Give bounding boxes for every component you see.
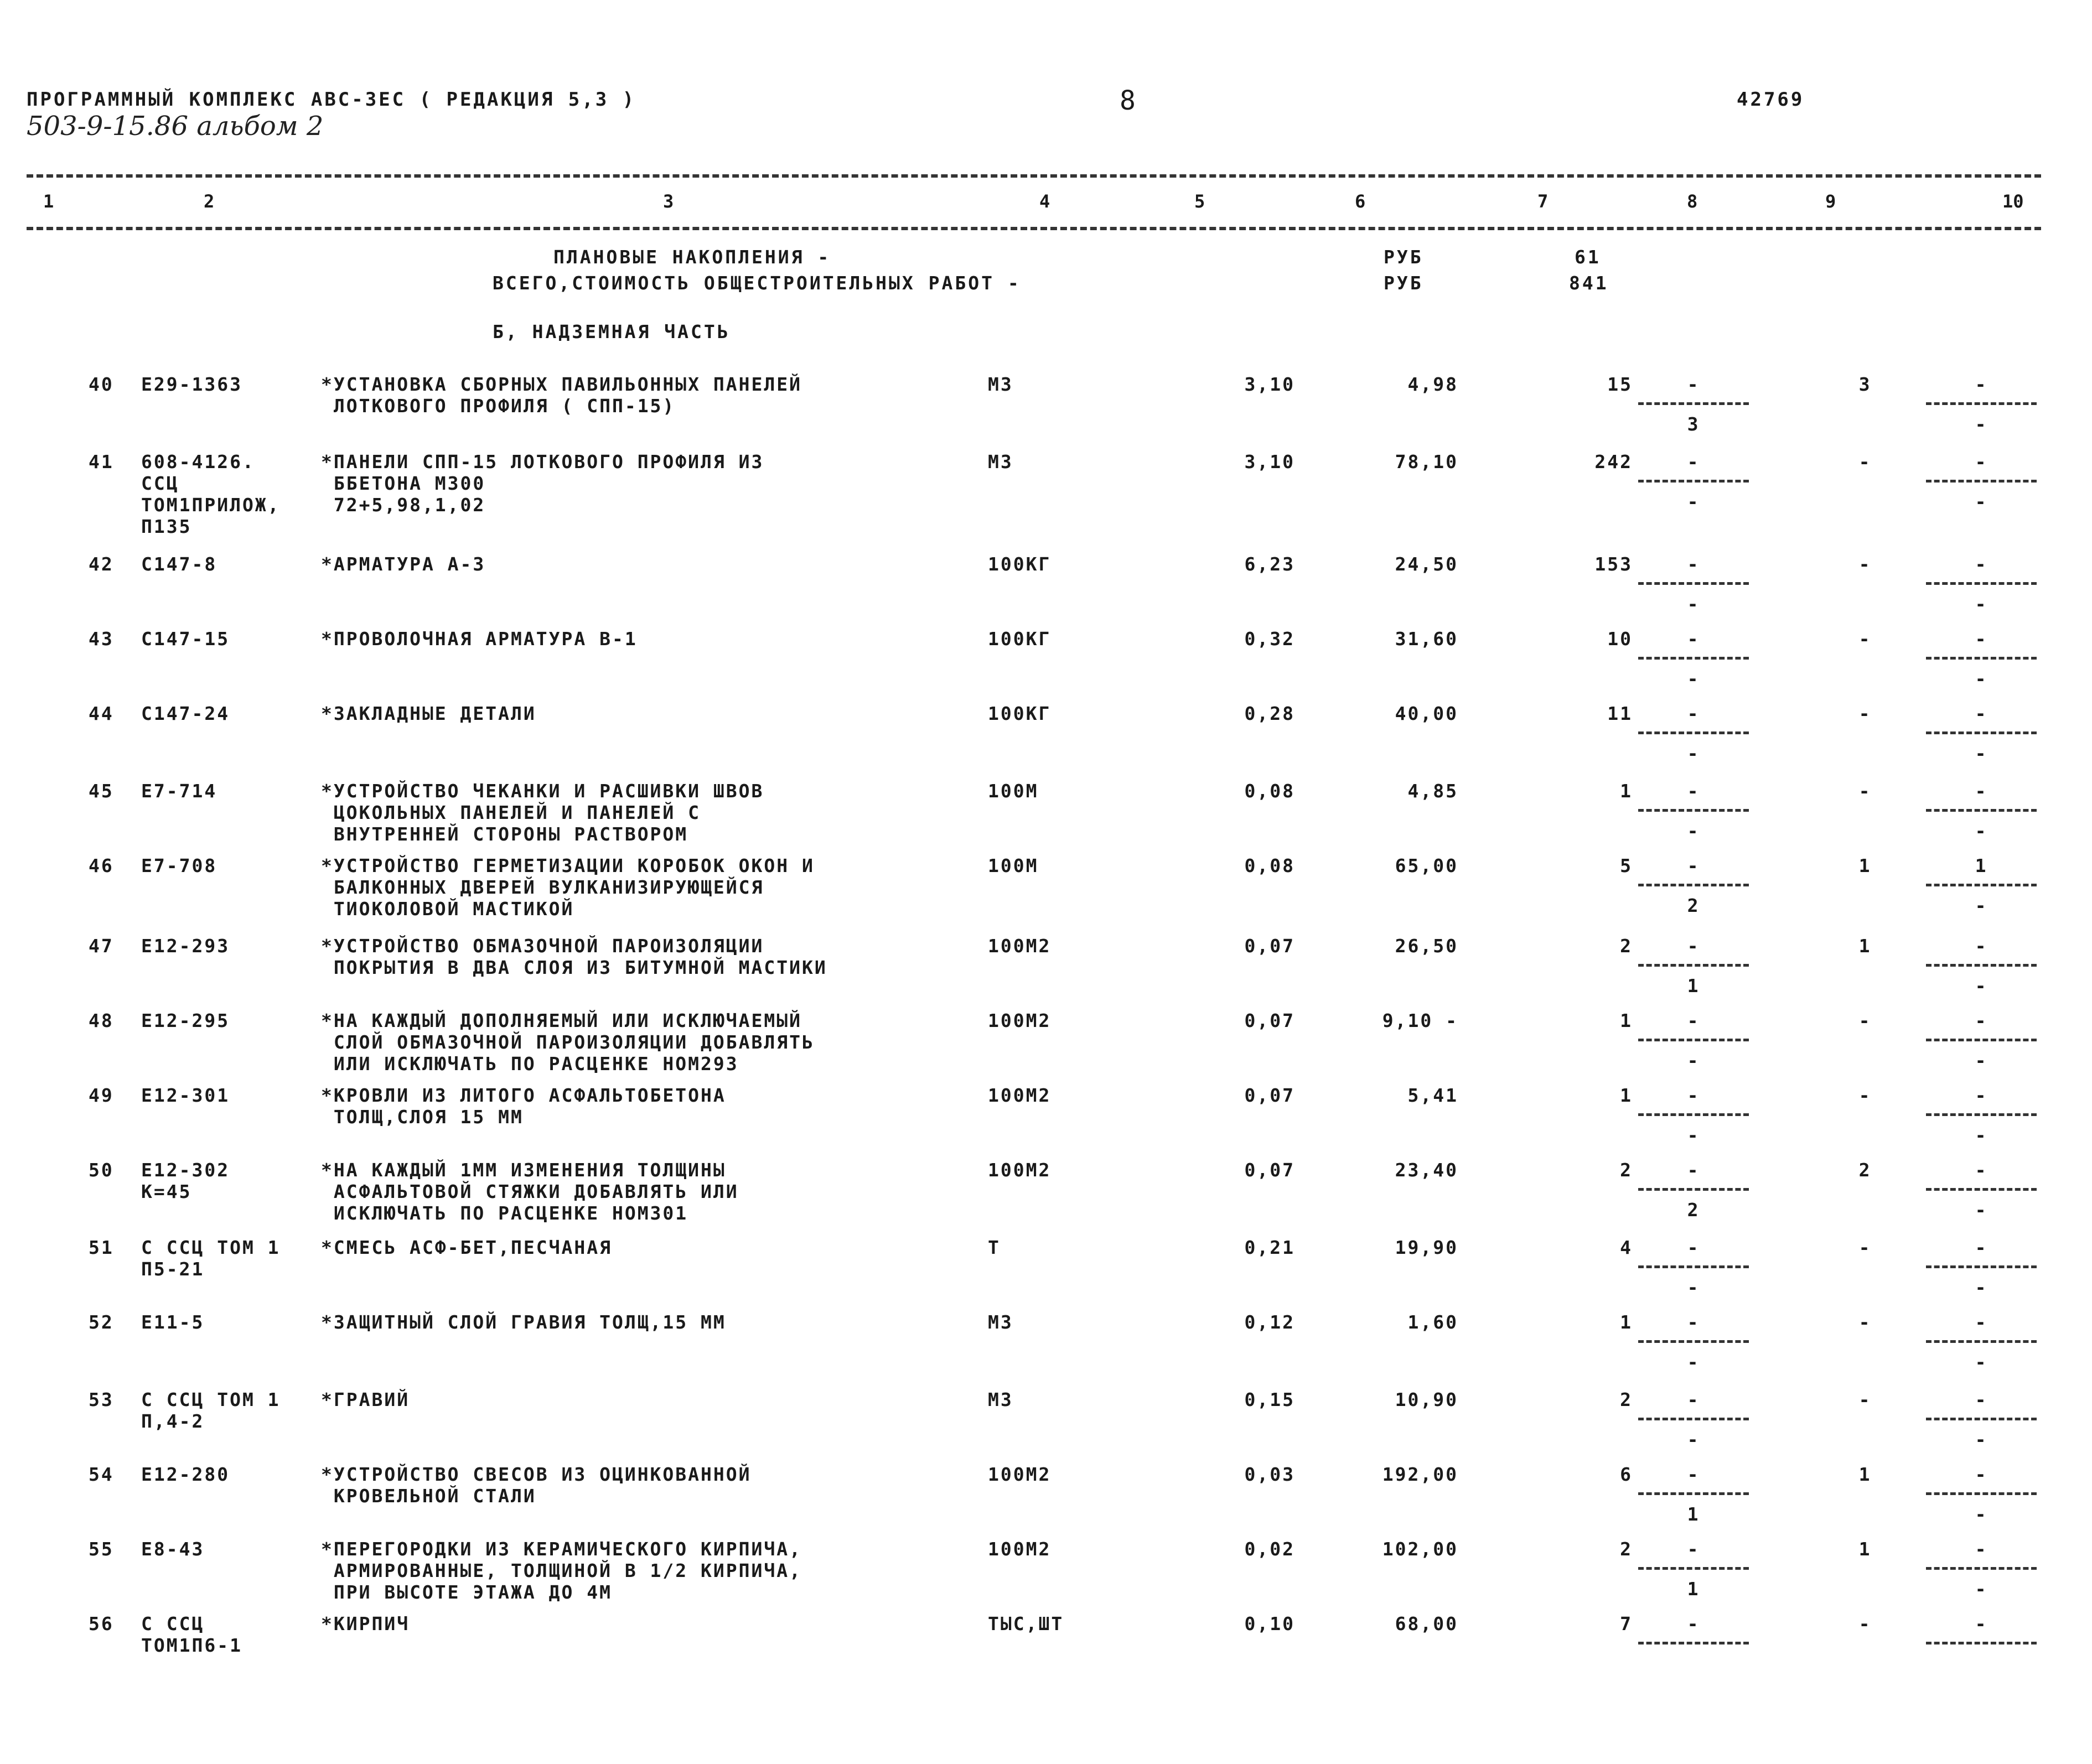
row-col10-denominator: - <box>1975 491 1988 512</box>
row-unit: 100М2 <box>988 1085 1052 1106</box>
row-col9: 1 <box>1858 855 1872 876</box>
fraction-bar <box>1926 809 2037 812</box>
row-col8-numerator: - <box>1687 855 1700 876</box>
row-col8-fraction <box>1638 553 1749 614</box>
row-col9: - <box>1858 1311 1872 1333</box>
row-col10-numerator: - <box>1975 1159 1988 1181</box>
row-col10-fraction <box>1926 1613 2037 1674</box>
row-number: 51 <box>89 1237 114 1258</box>
row-code: Е12-295 <box>141 1010 230 1031</box>
row-description: *УСТРОЙСТВО ГЕРМЕТИЗАЦИИ КОРОБОК ОКОН И БАЛКОННЫХ ДВЕРЕЙ ВУЛКАНИЗИРУЮЩЕЙСЯ ТИОКОЛОВОЙ МАСТИКОЙ <box>321 855 815 920</box>
row-col9: 1 <box>1858 1538 1872 1560</box>
row-quantity: 0,21 <box>1244 1237 1295 1258</box>
row-description: *ПЕРЕГОРОДКИ ИЗ КЕРАМИЧЕСКОГО КИРПИЧА, АРМИРОВАННЫЕ, ТОЛЩИНОЙ В 1/2 КИРПИЧА, ПРИ ВЫСОТЕ ЭТАЖА ДО 4М <box>321 1538 802 1603</box>
row-quantity: 0,12 <box>1244 1311 1295 1333</box>
row-unit-price: 31,60 <box>1395 628 1458 650</box>
document-number: 42769 <box>1737 89 1805 111</box>
row-unit: 100М <box>988 855 1039 876</box>
fraction-bar <box>1926 1492 2037 1495</box>
row-cost: 6 <box>1620 1464 1633 1485</box>
row-col8-numerator: - <box>1687 780 1700 802</box>
row-cost: 4 <box>1620 1237 1633 1258</box>
col-5: 5 <box>1194 191 1205 212</box>
row-col8-denominator: - <box>1687 1124 1700 1146</box>
row-col8-fraction <box>1638 1538 1749 1599</box>
row-col10-numerator: - <box>1975 1085 1988 1106</box>
fraction-bar <box>1926 1188 2037 1191</box>
row-col10-numerator: - <box>1975 451 1988 473</box>
row-number: 55 <box>89 1538 114 1560</box>
row-col10-numerator: - <box>1975 1613 1988 1635</box>
fraction-bar <box>1926 402 2037 405</box>
row-col10-numerator: - <box>1975 1538 1988 1560</box>
row-code: Е29-1363 <box>141 373 242 395</box>
col-3: 3 <box>663 191 674 212</box>
row-quantity: 0,02 <box>1244 1538 1295 1560</box>
row-col8-fraction <box>1638 1613 1749 1674</box>
row-col9: - <box>1858 451 1872 473</box>
row-col9: - <box>1858 703 1872 724</box>
row-cost: 2 <box>1620 1159 1633 1181</box>
row-col10-fraction <box>1926 1464 2037 1524</box>
fraction-bar <box>1638 657 1749 660</box>
row-unit: 100М2 <box>988 1464 1052 1485</box>
fraction-bar <box>1926 884 2037 886</box>
row-cost: 153 <box>1594 553 1633 575</box>
row-unit: 100М <box>988 780 1039 802</box>
row-code: С ССЦ ТОМ 1 П,4-2 <box>141 1389 281 1432</box>
row-col10-denominator: - <box>1975 668 1988 689</box>
fraction-bar <box>1926 964 2037 967</box>
row-quantity: 0,08 <box>1244 855 1295 876</box>
row-description: *АРМАТУРА А-3 <box>321 553 486 575</box>
row-code: 608-4126. ССЦ ТОМ1ПРИЛОЖ, П135 <box>141 451 281 537</box>
row-col10-numerator: - <box>1975 1237 1988 1258</box>
row-quantity: 3,10 <box>1244 373 1295 395</box>
col-7: 7 <box>1537 191 1549 212</box>
col-8: 8 <box>1687 191 1698 212</box>
row-col8-fraction <box>1638 1464 1749 1524</box>
row-col10-fraction <box>1926 553 2037 614</box>
row-col10-denominator: - <box>1975 1277 1988 1298</box>
row-description: *ПРОВОЛОЧНАЯ АРМАТУРА В-1 <box>321 628 638 650</box>
row-col9: - <box>1858 553 1872 575</box>
row-cost: 5 <box>1620 855 1633 876</box>
row-code: Е7-708 <box>141 855 218 876</box>
row-description: *НА КАЖДЫЙ 1ММ ИЗМЕНЕНИЯ ТОЛЩИНЫ АСФАЛЬТОВОЙ СТЯЖКИ ДОБАВЛЯТЬ ИЛИ ИСКЛЮЧАТЬ ПО РАСЦЕНКЕ НОМ301 <box>321 1159 739 1224</box>
row-unit-price: 23,40 <box>1395 1159 1458 1181</box>
row-col10-fraction <box>1926 1311 2037 1372</box>
row-code: Е12-293 <box>141 935 230 957</box>
row-col10-fraction <box>1926 935 2037 996</box>
row-col8-numerator: - <box>1687 451 1700 473</box>
row-col10-denominator: - <box>1975 1503 1988 1525</box>
row-quantity: 3,10 <box>1244 451 1295 473</box>
row-col8-numerator: - <box>1687 1010 1700 1031</box>
row-col10-denominator: - <box>1975 1199 1988 1221</box>
row-unit: 100М2 <box>988 1538 1052 1560</box>
program-title: ПРОГРАММНЫЙ КОМПЛЕКС АВС-3ЕС ( РЕДАКЦИЯ 5,3 ) <box>27 89 636 111</box>
row-col8-numerator: - <box>1687 1389 1700 1410</box>
row-col8-fraction <box>1638 1389 1749 1450</box>
row-col8-numerator: - <box>1687 373 1700 395</box>
fraction-bar <box>1638 731 1749 734</box>
row-col9: - <box>1858 780 1872 802</box>
row-code: С ССЦ ТОМ1П6-1 <box>141 1613 242 1656</box>
row-col8-numerator: - <box>1687 1464 1700 1485</box>
row-description: *НА КАЖДЫЙ ДОПОЛНЯЕМЫЙ ИЛИ ИСКЛЮЧАЕМЫЙ СЛОЙ ОБМАЗОЧНОЙ ПАРОИЗОЛЯЦИИ ДОБАВЛЯТЬ ИЛИ ИСКЛЮЧАТЬ ПО РАСЦЕНКЕ НОМ293 <box>321 1010 815 1075</box>
row-col10-numerator: - <box>1975 628 1988 650</box>
row-col10-denominator: - <box>1975 1429 1988 1450</box>
fraction-bar <box>1638 582 1749 585</box>
fraction-bar <box>1638 1265 1749 1268</box>
row-col10-fraction <box>1926 855 2037 916</box>
row-col8-denominator: - <box>1687 668 1700 689</box>
row-col10-numerator: - <box>1975 1389 1988 1410</box>
row-number: 46 <box>89 855 114 876</box>
fraction-bar <box>1926 480 2037 482</box>
row-unit: 100М2 <box>988 935 1052 957</box>
row-description: *УСТАНОВКА СБОРНЫХ ПАВИЛЬОННЫХ ПАНЕЛЕЙ ЛОТКОВОГО ПРОФИЛЯ ( СПП-15) <box>321 373 802 417</box>
row-description: *ГРАВИЙ <box>321 1389 410 1410</box>
row-unit: М3 <box>988 451 1013 473</box>
row-col10-numerator: - <box>1975 780 1988 802</box>
row-unit-price: 40,00 <box>1395 703 1458 724</box>
row-unit: ТЫС,ШТ <box>988 1613 1064 1635</box>
row-col8-numerator: - <box>1687 1613 1700 1635</box>
row-quantity: 0,10 <box>1244 1613 1295 1635</box>
row-description: *КИРПИЧ <box>321 1613 410 1635</box>
row-code: С147-24 <box>141 703 230 724</box>
row-col8-denominator: - <box>1687 820 1700 842</box>
row-code: Е11-5 <box>141 1311 205 1333</box>
row-col8-denominator: 1 <box>1687 1578 1700 1600</box>
column-numbers <box>27 191 2041 219</box>
row-col10-numerator: - <box>1975 1464 1988 1485</box>
row-unit-price: 19,90 <box>1395 1237 1458 1258</box>
row-number: 54 <box>89 1464 114 1485</box>
row-number: 42 <box>89 553 114 575</box>
row-col8-denominator: - <box>1687 491 1700 512</box>
row-cost: 11 <box>1607 703 1633 724</box>
row-col8-numerator: - <box>1687 1538 1700 1560</box>
row-unit: 100КГ <box>988 703 1052 724</box>
row-col10-fraction <box>1926 703 2037 764</box>
row-col10-fraction <box>1926 780 2037 841</box>
row-col9: - <box>1858 1085 1872 1106</box>
row-col10-denominator: - <box>1975 820 1988 842</box>
fraction-bar <box>1926 1113 2037 1116</box>
row-unit-price: 5,41 <box>1407 1085 1458 1106</box>
row-col10-fraction <box>1926 1010 2037 1071</box>
row-number: 50 <box>89 1159 114 1181</box>
row-col10-fraction <box>1926 1159 2037 1220</box>
row-unit-price: 65,00 <box>1395 855 1458 876</box>
summary-value-2: 841 <box>1569 272 1609 294</box>
row-quantity: 0,07 <box>1244 1159 1295 1181</box>
col-6: 6 <box>1355 191 1366 212</box>
row-col9: 2 <box>1858 1159 1872 1181</box>
row-description: *ЗАЩИТНЫЙ СЛОЙ ГРАВИЯ ТОЛЩ,15 ММ <box>321 1311 726 1333</box>
section-title: Б, НАДЗЕМНАЯ ЧАСТЬ <box>493 321 731 343</box>
row-col8-numerator: - <box>1687 935 1700 957</box>
fraction-bar <box>1926 1418 2037 1420</box>
row-cost: 7 <box>1620 1613 1633 1635</box>
row-number: 41 <box>89 451 114 473</box>
row-unit-price: 4,85 <box>1407 780 1458 802</box>
report-header <box>27 85 1805 116</box>
summary-value-1: 61 <box>1575 246 1601 268</box>
row-code: Е12-302 К=45 <box>141 1159 230 1202</box>
row-col10-numerator: - <box>1975 935 1988 957</box>
row-col8-fraction <box>1638 780 1749 841</box>
row-unit: М3 <box>988 1311 1013 1333</box>
row-col9: 1 <box>1858 935 1872 957</box>
fraction-bar <box>1926 582 2037 585</box>
row-col10-denominator: - <box>1975 1351 1988 1373</box>
row-unit-price: 24,50 <box>1395 553 1458 575</box>
row-description: *УСТРОЙСТВО ЧЕКАНКИ И РАСШИВКИ ШВОВ ЦОКОЛЬНЫХ ПАНЕЛЕЙ И ПАНЕЛЕЙ С ВНУТРЕННЕЙ СТОРОНЫ РАСТВОРОМ <box>321 780 764 845</box>
row-col8-numerator: - <box>1687 1237 1700 1258</box>
row-quantity: 0,07 <box>1244 935 1295 957</box>
row-col8-fraction <box>1638 1311 1749 1372</box>
row-col8-fraction <box>1638 373 1749 434</box>
row-col8-fraction <box>1638 935 1749 996</box>
row-col8-fraction <box>1638 628 1749 689</box>
row-number: 47 <box>89 935 114 957</box>
row-cost: 1 <box>1620 1085 1633 1106</box>
row-col10-fraction <box>1926 1389 2037 1450</box>
col-4: 4 <box>1039 191 1050 212</box>
row-col10-numerator: - <box>1975 373 1988 395</box>
summary-label-2: ВСЕГО,СТОИМОСТЬ ОБЩЕСТРОИТЕЛЬНЫХ РАБОТ - <box>493 272 1021 294</box>
row-col8-denominator: - <box>1687 743 1700 764</box>
row-unit: М3 <box>988 1389 1013 1410</box>
row-col8-numerator: - <box>1687 1159 1700 1181</box>
row-col8-denominator: - <box>1687 593 1700 615</box>
row-col8-fraction <box>1638 1010 1749 1071</box>
row-unit: 100КГ <box>988 628 1052 650</box>
fraction-bar <box>1638 1567 1749 1570</box>
row-number: 56 <box>89 1613 114 1635</box>
row-number: 44 <box>89 703 114 724</box>
row-cost: 1 <box>1620 1311 1633 1333</box>
row-col10-denominator: - <box>1975 743 1988 764</box>
row-description: *СМЕСЬ АСФ-БЕТ,ПЕСЧАНАЯ <box>321 1237 612 1258</box>
row-col8-fraction <box>1638 1237 1749 1298</box>
row-col9: - <box>1858 1010 1872 1031</box>
row-description: *УСТРОЙСТВО СВЕСОВ ИЗ ОЦИНКОВАННОЙ КРОВЕЛЬНОЙ СТАЛИ <box>321 1464 752 1507</box>
fraction-bar <box>1638 1492 1749 1495</box>
row-quantity: 6,23 <box>1244 553 1295 575</box>
row-col10-denominator: - <box>1975 593 1988 615</box>
row-col8-numerator: - <box>1687 703 1700 724</box>
fraction-bar <box>1926 657 2037 660</box>
row-col8-denominator: 2 <box>1687 1199 1700 1221</box>
row-col10-fraction <box>1926 628 2037 689</box>
summary-label-1: ПЛАНОВЫЕ НАКОПЛЕНИЯ - <box>553 246 831 268</box>
row-cost: 10 <box>1607 628 1633 650</box>
fraction-bar <box>1638 480 1749 482</box>
row-code: Е12-280 <box>141 1464 230 1485</box>
row-number: 48 <box>89 1010 114 1031</box>
fraction-bar <box>1638 1188 1749 1191</box>
row-number: 40 <box>89 373 114 395</box>
row-code: С147-15 <box>141 628 230 650</box>
summary-unit-1: РУБ <box>1384 246 1423 268</box>
row-col9: 3 <box>1858 373 1872 395</box>
row-number: 43 <box>89 628 114 650</box>
row-col10-numerator: - <box>1975 553 1988 575</box>
row-col8-fraction <box>1638 855 1749 916</box>
row-code: Е7-714 <box>141 780 218 802</box>
row-cost: 1 <box>1620 1010 1633 1031</box>
fraction-bar <box>1638 402 1749 405</box>
fraction-bar <box>1638 1039 1749 1041</box>
row-col8-denominator: 2 <box>1687 895 1700 916</box>
row-col10-denominator: - <box>1975 413 1988 435</box>
row-col8-fraction <box>1638 703 1749 764</box>
fraction-bar <box>1638 884 1749 886</box>
fraction-bar <box>1926 731 2037 734</box>
handwritten-note: 503-9-15.86 альбом 2 <box>27 111 324 142</box>
row-col10-numerator: - <box>1975 1311 1988 1333</box>
row-quantity: 0,07 <box>1244 1085 1295 1106</box>
row-unit-price: 78,10 <box>1395 451 1458 473</box>
col-9: 9 <box>1825 191 1836 212</box>
row-col8-denominator: - <box>1687 1429 1700 1450</box>
row-unit-price: 192,00 <box>1382 1464 1458 1485</box>
row-col9: - <box>1858 1389 1872 1410</box>
row-unit-price: 68,00 <box>1395 1613 1458 1635</box>
row-col10-fraction <box>1926 1085 2037 1145</box>
col-1: 1 <box>43 191 54 212</box>
row-col10-fraction <box>1926 451 2037 512</box>
row-quantity: 0,03 <box>1244 1464 1295 1485</box>
row-col10-fraction <box>1926 373 2037 434</box>
row-col8-numerator: - <box>1687 1085 1700 1106</box>
row-code: Е12-301 <box>141 1085 230 1106</box>
row-col8-denominator: 1 <box>1687 975 1700 997</box>
row-code: С ССЦ ТОМ 1 П5-21 <box>141 1237 281 1280</box>
row-code: С147-8 <box>141 553 218 575</box>
row-cost: 242 <box>1594 451 1633 473</box>
row-col9: - <box>1858 1613 1872 1635</box>
row-unit: 100М2 <box>988 1010 1052 1031</box>
row-description: *ПАНЕЛИ СПП-15 ЛОТКОВОГО ПРОФИЛЯ ИЗ ББЕТОНА М300 72+5,98,1,02 <box>321 451 764 516</box>
row-col8-denominator: - <box>1687 1050 1700 1071</box>
row-col10-numerator: - <box>1975 1010 1988 1031</box>
row-col8-numerator: - <box>1687 553 1700 575</box>
row-number: 53 <box>89 1389 114 1410</box>
row-quantity: 0,07 <box>1244 1010 1295 1031</box>
row-unit-price: 26,50 <box>1395 935 1458 957</box>
fraction-bar <box>1638 1642 1749 1644</box>
row-col10-denominator: - <box>1975 1578 1988 1600</box>
fraction-bar <box>1926 1265 2037 1268</box>
row-description: *КРОВЛИ ИЗ ЛИТОГО АСФАЛЬТОБЕТОНА ТОЛЩ,СЛОЯ 15 ММ <box>321 1085 726 1128</box>
row-col8-fraction <box>1638 1159 1749 1220</box>
fraction-bar <box>1638 964 1749 967</box>
fraction-bar <box>1926 1642 2037 1644</box>
fraction-bar <box>1638 809 1749 812</box>
row-unit-price: 1,60 <box>1407 1311 1458 1333</box>
row-col10-numerator: - <box>1975 703 1988 724</box>
fraction-bar <box>1926 1039 2037 1041</box>
fraction-bar <box>1638 1340 1749 1343</box>
row-col10-fraction <box>1926 1538 2037 1599</box>
row-unit: Т <box>988 1237 1001 1258</box>
row-col8-denominator: - <box>1687 1277 1700 1298</box>
row-col10-numerator: 1 <box>1975 855 1988 876</box>
row-cost: 2 <box>1620 1538 1633 1560</box>
row-unit-price: 102,00 <box>1382 1538 1458 1560</box>
row-cost: 15 <box>1607 373 1633 395</box>
fraction-bar <box>1926 1340 2037 1343</box>
row-col10-denominator: - <box>1975 1050 1988 1071</box>
row-col8-numerator: - <box>1687 628 1700 650</box>
row-quantity: 0,32 <box>1244 628 1295 650</box>
row-quantity: 0,15 <box>1244 1389 1295 1410</box>
row-col10-denominator: - <box>1975 1124 1988 1146</box>
col-2: 2 <box>204 191 215 212</box>
row-col8-fraction <box>1638 451 1749 512</box>
row-col9: - <box>1858 628 1872 650</box>
row-col8-denominator: - <box>1687 1351 1700 1373</box>
row-col9: - <box>1858 1237 1872 1258</box>
row-col10-denominator: - <box>1975 975 1988 997</box>
page-number: 8 <box>1120 85 1136 116</box>
row-col8-denominator: 1 <box>1687 1503 1700 1525</box>
row-description: *УСТРОЙСТВО ОБМАЗОЧНОЙ ПАРОИЗОЛЯЦИИ ПОКРЫТИЯ В ДВА СЛОЯ ИЗ БИТУМНОЙ МАСТИКИ <box>321 935 827 978</box>
top-rule <box>27 174 2041 178</box>
row-unit: 100М2 <box>988 1159 1052 1181</box>
row-number: 45 <box>89 780 114 802</box>
row-quantity: 0,28 <box>1244 703 1295 724</box>
header-rule <box>27 227 2041 230</box>
row-number: 49 <box>89 1085 114 1106</box>
row-col8-fraction <box>1638 1085 1749 1145</box>
row-cost: 1 <box>1620 780 1633 802</box>
fraction-bar <box>1926 1567 2037 1570</box>
row-unit-price: 4,98 <box>1407 373 1458 395</box>
row-unit-price: 10,90 <box>1395 1389 1458 1410</box>
row-unit: 100КГ <box>988 553 1052 575</box>
row-col10-fraction <box>1926 1237 2037 1298</box>
fraction-bar <box>1638 1113 1749 1116</box>
row-description: *ЗАКЛАДНЫЕ ДЕТАЛИ <box>321 703 536 724</box>
row-cost: 2 <box>1620 935 1633 957</box>
col-10: 10 <box>2002 191 2024 212</box>
row-code: Е8-43 <box>141 1538 205 1560</box>
fraction-bar <box>1638 1418 1749 1420</box>
row-cost: 2 <box>1620 1389 1633 1410</box>
row-number: 52 <box>89 1311 114 1333</box>
row-unit-price: 9,10 - <box>1382 1010 1458 1031</box>
row-unit: М3 <box>988 373 1013 395</box>
summary-unit-2: РУБ <box>1384 272 1423 294</box>
row-col9: 1 <box>1858 1464 1872 1485</box>
row-col8-denominator: 3 <box>1687 413 1700 435</box>
row-col10-denominator: - <box>1975 895 1988 916</box>
row-quantity: 0,08 <box>1244 780 1295 802</box>
row-col8-numerator: - <box>1687 1311 1700 1333</box>
